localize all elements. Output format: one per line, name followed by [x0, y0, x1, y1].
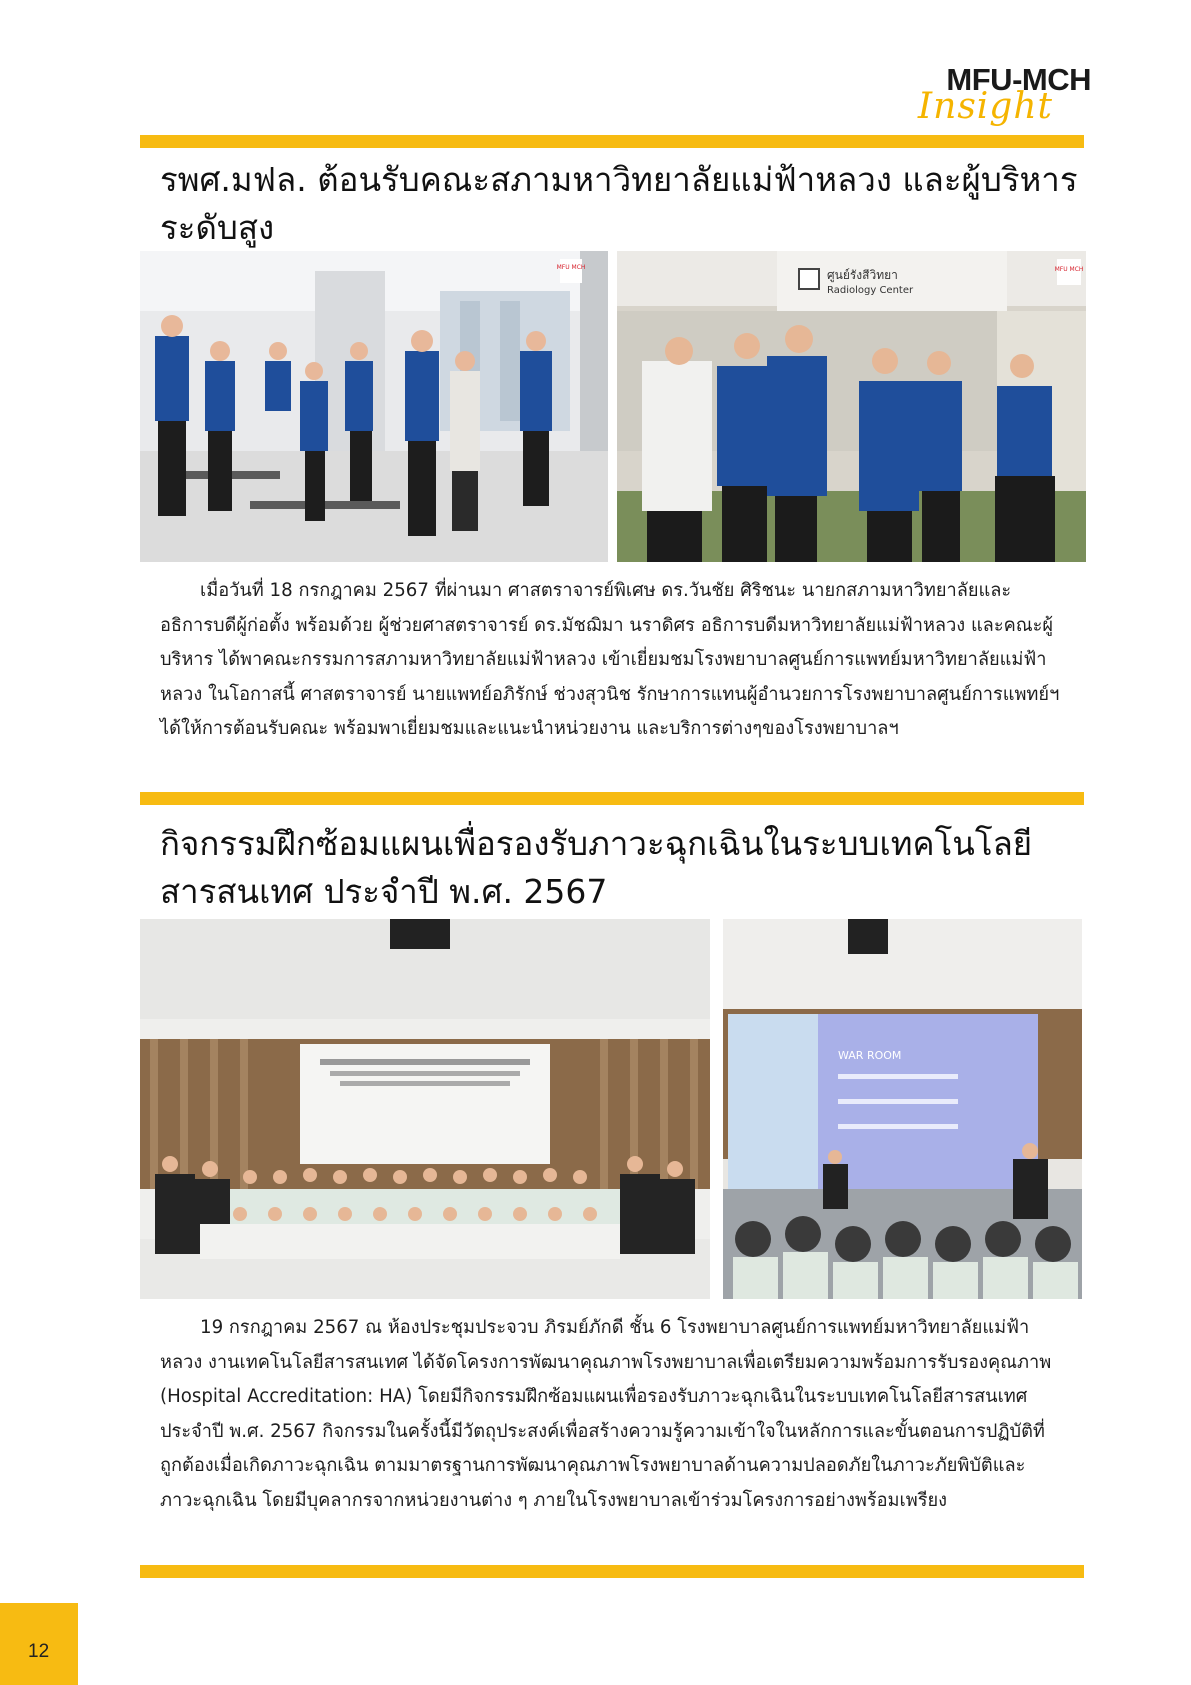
page-number-tab — [0, 1603, 78, 1685]
brand-name: MFU-MCH — [946, 62, 1091, 97]
page-number: 12 — [28, 1641, 50, 1662]
photo-visit-lobby — [140, 251, 608, 562]
article-1-title-line-2: ระดับสูง — [160, 208, 275, 247]
article-1-body: เมื่อวันที่ 18 กรกฎาคม 2567 ที่ผ่านมา ศาสตราจารย์พิเศษ ดร.วันชัย ศิริชนะ นายกสภามหาวิทยาลัยและอธิการบดีผู้ก่อตั้ง พร้อมด้วย ผู้ช่วยศาสตราจารย์ ดร.มัชฌิมา นราดิศร อธิการบดีมหาวิทยาลัยแม่ฟ้าหลวง และคณะผู้บริหาร ได้พาคณะกรรมการสภามหาวิทยาลัยแม่ฟ้าหลวง เข้าเยี่ยมชมโรงพยาบาลศูนย์การแพทย์มหาวิทยาลัยแม่ฟ้าหลวง ในโอกาสนี้ ศาสตราจารย์ นายแพทย์อภิรักษ์ ช่วงสุวนิช รักษาการแทนผู้อำนวยการโรงพยาบาลศูนย์การแพทย์ฯ ได้ให้การต้อนรับคณะ พร้อมพาเยี่ยมชมและแนะนำหน่วยงาน และบริการต่างๆของโรงพยาบาลฯ — [160, 580, 1060, 739]
photo-visit-radiology — [617, 251, 1086, 562]
article-2-headline — [160, 820, 1100, 916]
radiology-sign-english: Radiology Center — [827, 285, 914, 296]
section-divider — [140, 135, 1084, 148]
article-2-title-line-1: กิจกรรมฝึกซ้อมแผนเพื่อรองรับภาวะฉุกเฉินในระบบเทคโนโลยี — [160, 824, 1033, 863]
section-divider — [140, 1565, 1084, 1578]
photo-logo: MFU MCH — [556, 264, 586, 271]
slide-title: WAR ROOM — [838, 1049, 902, 1062]
radiology-sign-thai: ศูนย์รังสีวิทยา — [827, 268, 898, 282]
section-divider — [140, 792, 1084, 805]
photo-war-room-session — [723, 919, 1082, 1299]
article-1-headline — [160, 156, 1100, 252]
article-1-title-line-1: รพศ.มฟล. ต้อนรับคณะสภามหาวิทยาลัยแม่ฟ้าหลวง และผู้บริหาร — [160, 160, 1078, 199]
photo-logo: MFU MCH — [1054, 266, 1084, 273]
article-2-title-line-2: สารสนเทศ ประจำปี พ.ศ. 2567 — [160, 872, 608, 911]
brand-tagline: Insight — [917, 86, 1053, 127]
brand-logo — [911, 62, 1091, 142]
photo-group-drill — [140, 919, 710, 1299]
article-2-body: 19 กรกฎาคม 2567 ณ ห้องประชุมประจวบ ภิรมย์ภักดี ชั้น 6 โรงพยาบาลศูนย์การแพทย์มหาวิทยาลัยแม่ฟ้าหลวง งานเทคโนโลยีสารสนเทศ ได้จัดโครงการพัฒนาคุณภาพโรงพยาบาลเพื่อเตรียมความพร้อมการรับรองคุณภาพ (Hospital Accreditation: HA) โดยมีกิจกรรมฝึกซ้อมแผนเพื่อรองรับภาวะฉุกเฉินในระบบเทคโนโลยีสารสนเทศ ประจำปี พ.ศ. 2567 กิจกรรมในครั้งนี้มีวัตถุประสงค์เพื่อสร้างความรู้ความเข้าใจในหลักการและขั้นตอนการปฏิบัติที่ถูกต้องเมื่อเกิดภาวะฉุกเฉิน ตามมาตรฐานการพัฒนาคุณภาพโรงพยาบาลด้านความปลอดภัยในภาวะภัยพิบัติและภาวะฉุกเฉิน โดยมีบุคลากรจากหน่วยงานต่าง ๆ ภายในโรงพยาบาลเข้าร่วมโครงการอย่างพร้อมเพรียง — [160, 1317, 1052, 1511]
